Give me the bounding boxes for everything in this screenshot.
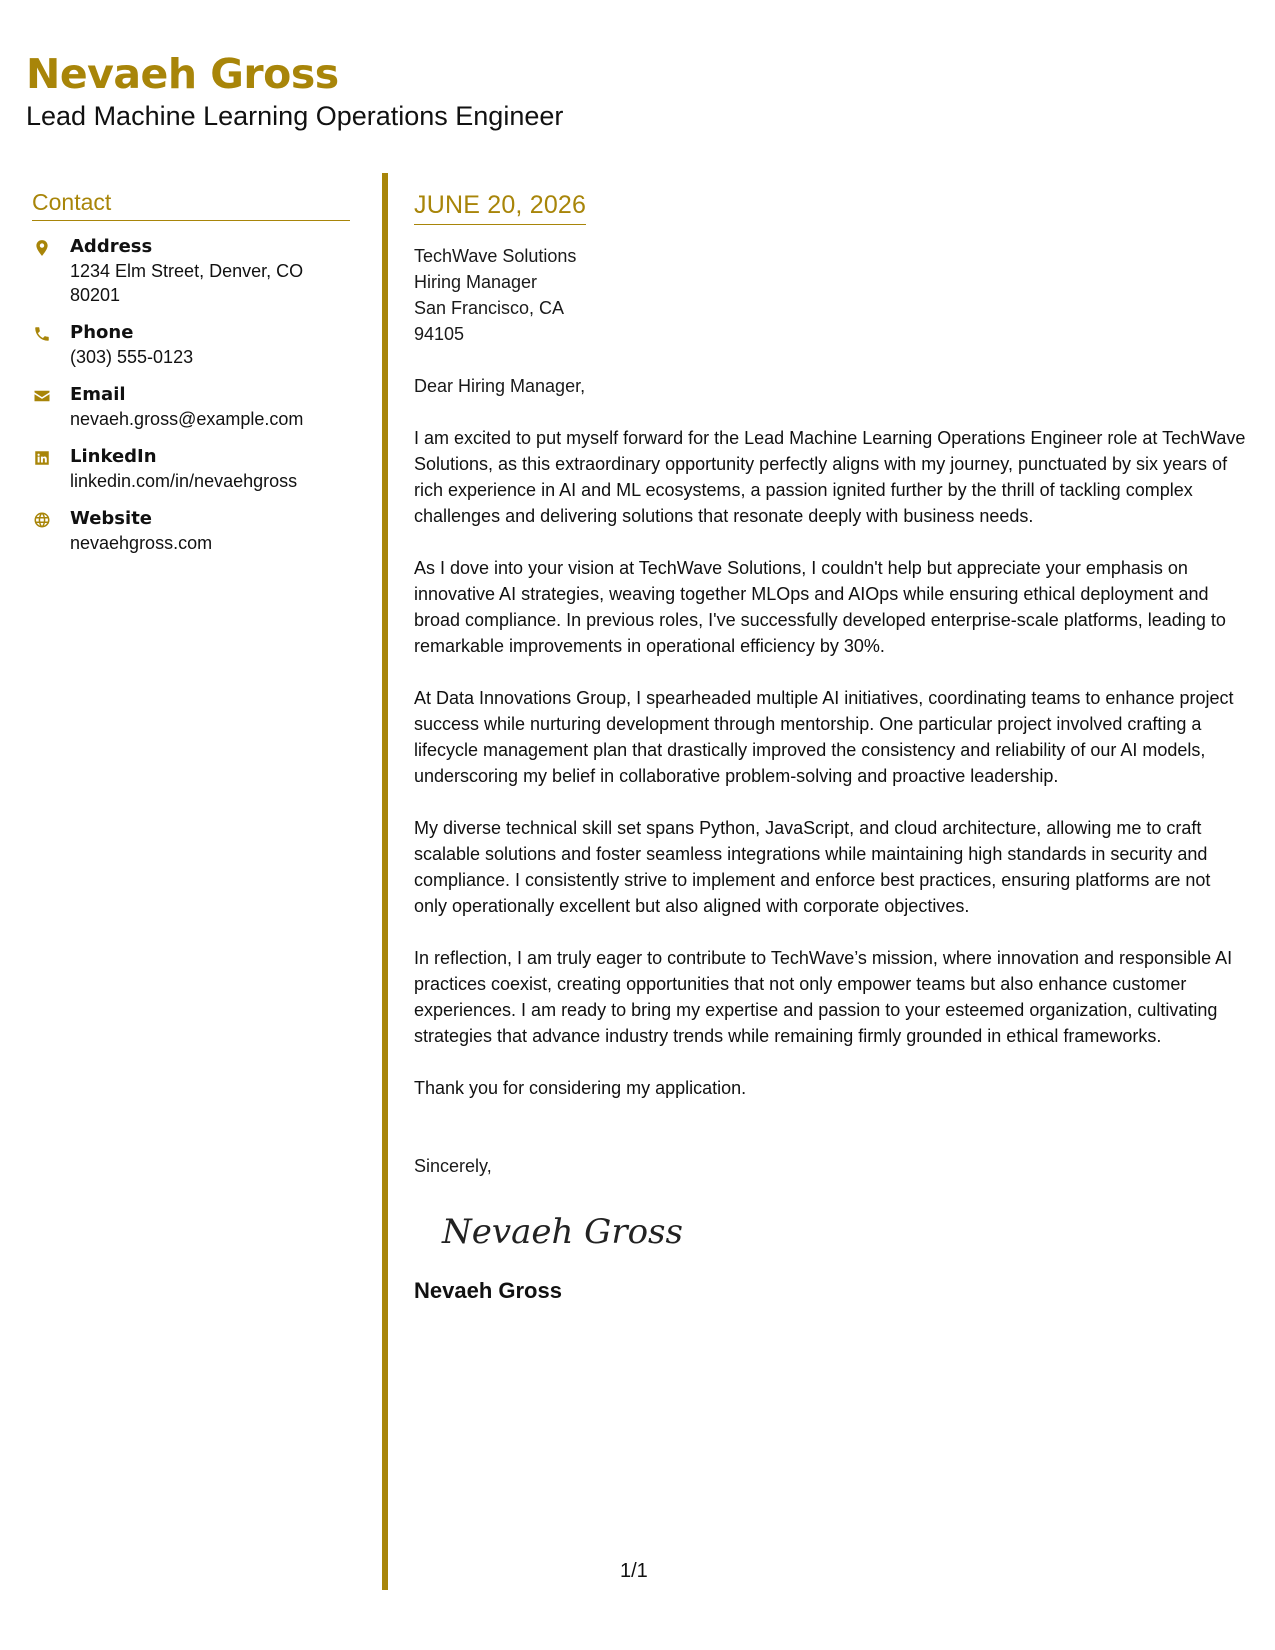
letter-body <box>414 190 1248 1305</box>
contact-label: Phone <box>70 322 134 343</box>
contact-value: (303) 555-0123 <box>70 347 194 367</box>
job-title: Lead Machine Learning Operations Engineer <box>26 101 564 131</box>
contact-label: LinkedIn <box>70 446 157 467</box>
phone-icon <box>32 324 52 344</box>
signature-text: Nevaeh Gross <box>442 1212 683 1252</box>
contact-value[interactable]: nevaeh.gross@example.com <box>70 409 304 429</box>
globe-icon <box>32 510 52 530</box>
contact-value: 1234 Elm Street, Denver, CO 80201 <box>70 261 304 305</box>
contact-label: Website <box>70 508 153 529</box>
linkedin-icon <box>32 448 52 468</box>
header <box>26 50 563 132</box>
contact-value[interactable]: linkedin.com/in/nevaehgross <box>70 471 298 491</box>
contact-item-website <box>32 507 350 555</box>
recipient-block <box>414 243 1248 347</box>
map-pin-icon <box>32 238 52 258</box>
contact-item-phone <box>32 321 350 369</box>
contact-item-linkedin <box>32 445 350 493</box>
signer-name: Nevaeh Gross <box>414 1278 562 1303</box>
contact-sidebar <box>32 188 350 569</box>
contact-label: Email <box>70 384 126 405</box>
paragraph: I am excited to put myself forward for the Lead Machine Learning Operations Engineer role at TechWave Solutions, as this extraordinary opportunity perfectly aligns with my journey, punctuated by six years of rich experience in AI and ML ecosystems, a passion ignited further by the thrill of tackling complex challenges and delivering solutions that resonate deeply with business needs. <box>414 428 1246 526</box>
paragraph: My diverse technical skill set spans Python, JavaScript, and cloud architecture, allowing me to craft scalable solutions and foster seamless integrations while maintaining high standards in security and compliance. I consistently strive to implement and enforce best practices, ensuring platforms are not only operationally excellent but also aligned with corporate objectives. <box>414 818 1211 916</box>
contact-item-email <box>32 383 350 431</box>
recipient-city: San Francisco, CA <box>414 298 565 318</box>
letter-date: JUNE 20, 2026 <box>414 191 587 219</box>
recipient-role: Hiring Manager <box>414 272 538 292</box>
paragraph: At Data Innovations Group, I spearheaded multiple AI initiatives, coordinating teams to enhance project success while nurturing development through mentorship. One particular project involved crafting a lifecycle management plan that drastically improved the consistency and reliability of our AI models, underscoring my belief in collaborative problem-solving and proactive leadership. <box>414 688 1234 786</box>
closing: Sincerely, <box>414 1156 492 1176</box>
paragraph: Thank you for considering my application. <box>414 1078 747 1098</box>
date-block <box>414 190 586 225</box>
contact-item-address <box>32 235 350 307</box>
contact-value[interactable]: nevaehgross.com <box>70 533 213 553</box>
page-number: 1/1 <box>620 1560 648 1582</box>
candidate-name: Nevaeh Gross <box>26 50 339 98</box>
handwritten-signature <box>438 1201 1248 1257</box>
paragraph: In reflection, I am truly eager to contribute to TechWave’s mission, where innovation and responsible AI practices coexist, creating opportunities that not only empower teams but also enhance customer experiences. I am ready to bring my expertise and passion to your esteemed organization, cultivating strategies that advance industry trends while remaining firmly grounded in ethical frameworks. <box>414 948 1233 1046</box>
contact-list <box>32 235 350 555</box>
recipient-company: TechWave Solutions <box>414 246 577 266</box>
contact-label: Address <box>70 236 153 257</box>
envelope-icon <box>32 386 52 406</box>
paragraph: As I dove into your vision at TechWave Solutions, I couldn't help but appreciate your emphasis on innovative AI strategies, weaving together MLOps and AIOps while ensuring ethical deployment and broad compliance. In previous roles, I've successfully developed enterprise-scale platforms, leading to remarkable improvements in operational efficiency by 30%. <box>414 558 1226 656</box>
vertical-divider <box>382 173 388 1590</box>
contact-heading: Contact <box>32 188 350 221</box>
salutation: Dear Hiring Manager, <box>414 376 586 396</box>
recipient-zip: 94105 <box>414 324 465 344</box>
